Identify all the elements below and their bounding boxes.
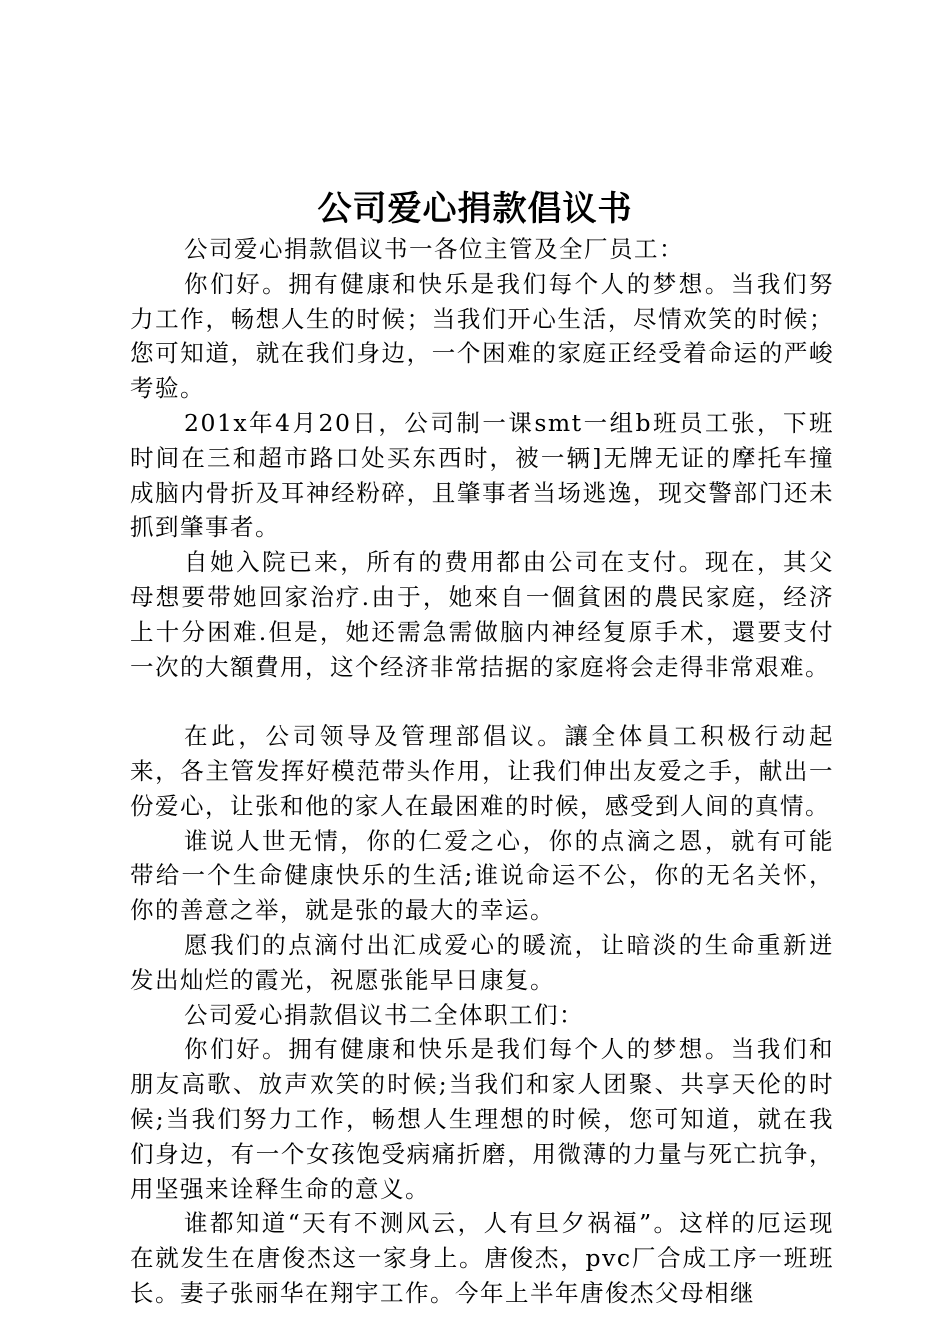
body-paragraph: 你们好。拥有健康和快乐是我们每个人的梦想。当我们和朋友高歌、放声欢笑的时候;当我们和家人团聚、共享天伦的时候;当我们努力工作，畅想人生理想的时候，您可知道，就在我们身边，有一个女孩饱受病痛折磨，用微薄的力量与死亡抗争，用坚强来诠释生命的意义。: [130, 1035, 834, 1203]
body-paragraph: 愿我们的点滴付出汇成爱心的暖流，让暗淡的生命重新迸发出灿烂的霞光，祝愿张能早日康复。: [130, 930, 834, 994]
salutation-paragraph-2: 公司爱心捐款倡议书二全体职工们：: [184, 1000, 585, 1029]
body-paragraph: 你们好。拥有健康和快乐是我们每个人的梦想。当我们努力工作，畅想人生的时候；当我们开心生活，尽情欢笑的时候；您可知道，就在我们身边，一个困难的家庭正经受着命运的严峻考验。: [130, 269, 834, 403]
body-paragraph: 谁说人世无情，你的仁爱之心，你的点滴之恩，就有可能带给一个生命健康快乐的生活;谁说命运不公，你的无名关怀，你的善意之举，就是张的最大的幸运。: [130, 826, 834, 925]
salutation-paragraph-1: 公司爱心捐款倡议书一各位主管及全厂员工：: [184, 235, 685, 263]
body-paragraph: 201x年4月20日，公司制一课smt一组b班员工张，下班时间在三和超市路口处买东西时，被一辆]无牌无证的摩托车撞成脑内骨折及耳神经粉碎，且肇事者当场逃逸，现交警部门还未抓到肇事者。: [130, 408, 834, 542]
body-paragraph: 谁都知道“天有不测风云，人有旦夕祸福”。这样的厄运现在就发生在唐俊杰这一家身上。唐俊杰，pvc厂合成工序一班班长。妻子张丽华在翔宇工作。今年上半年唐俊杰父母相继: [130, 1209, 834, 1307]
body-paragraph: 自她入院已来，所有的费用都由公司在支付。现在，其父母想要带她回家治疗.由于，她來自一個貧困的農民家庭，经济上十分困难.但是，她还需急需做脑内神经复原手术，還要支付一次的大額費用，这个经济非常拮据的家庭将会走得非常艰难。: [130, 548, 834, 681]
document-body: [130, 232, 834, 1311]
document-title: 公司爱心捐款倡议书: [317, 189, 633, 229]
body-paragraph: 在此，公司领导及管理部倡议。讓全体員工积极行动起来，各主管发挥好模范带头作用，让我们伸出友爱之手，献出一份爱心，让张和他的家人在最困难的时候，感受到人间的真情。: [130, 722, 834, 820]
